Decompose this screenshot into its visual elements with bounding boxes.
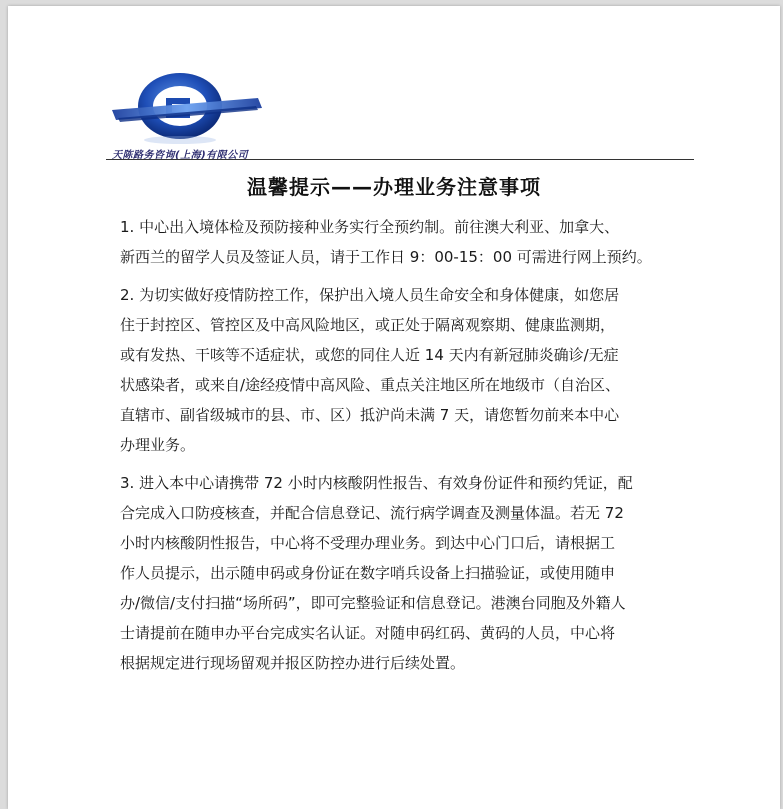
paragraph-3 bbox=[120, 468, 700, 678]
paragraph-line: 直辖市、副省级城市的县、市、区）抵沪尚未满 7 天，请您暂勿前来本中心 bbox=[120, 406, 620, 424]
document-page bbox=[8, 6, 780, 809]
paragraph-line: 根据规定进行现场留观并报区防控办进行后续处置。 bbox=[120, 654, 466, 672]
paragraph-line: 办/微信/支付扫描“场所码”，即可完整验证和信息登记。港澳台同胞及外籍人 bbox=[120, 594, 626, 612]
paragraph-line: 状感染者，或来自/途经疫情中高风险、重点关注地区所在地级市（自治区、 bbox=[120, 376, 621, 394]
page-title: 温馨提示——办理业务注意事项 bbox=[247, 175, 541, 199]
paragraph-line: 办理业务。 bbox=[120, 436, 196, 454]
paragraph-line: 住于封控区、管控区及中高风险地区，或正处于隔离观察期、健康监测期， bbox=[120, 316, 616, 334]
paragraph-line: 2. 为切实做好疫情防控工作，保护出入境人员生命安全和身体健康，如您居 bbox=[120, 286, 620, 304]
paragraph-line: 合完成入口防疫核查，并配合信息登记、流行病学调查及测量体温。若无 72 bbox=[120, 504, 624, 522]
paragraph-line: 新西兰的留学人员及签证人员，请于工作日 9：00-15：00 可需进行网上预约。 bbox=[120, 248, 652, 266]
paragraph-line: 3. 进入本中心请携带 72 小时内核酸阴性报告、有效身份证件和预约凭证，配 bbox=[120, 474, 633, 492]
paragraph-line: 作人员提示，出示随申码或身份证在数字哨兵设备上扫描验证，或使用随申 bbox=[120, 564, 616, 582]
company-name: 天陈路务咨询(上海)有限公司 bbox=[112, 150, 249, 161]
paragraph-line: 小时内核酸阴性报告，中心将不受理办理业务。到达中心门口后，请根据工 bbox=[120, 534, 616, 552]
document-body bbox=[120, 212, 700, 678]
paragraph-1 bbox=[120, 212, 700, 272]
header-divider bbox=[106, 159, 694, 160]
paragraph-2 bbox=[120, 280, 700, 460]
paragraph-line: 1. 中心出入境体检及预防接种业务实行全预约制。前往澳大利亚、加拿大、 bbox=[120, 218, 620, 236]
paragraph-line: 或有发热、干咳等不适症状，或您的同住人近 14 天内有新冠肺炎确诊/无症 bbox=[120, 346, 619, 364]
paragraph-line: 士请提前在随申办平台完成实名认证。对随申码红码、黄码的人员，中心将 bbox=[120, 624, 616, 642]
